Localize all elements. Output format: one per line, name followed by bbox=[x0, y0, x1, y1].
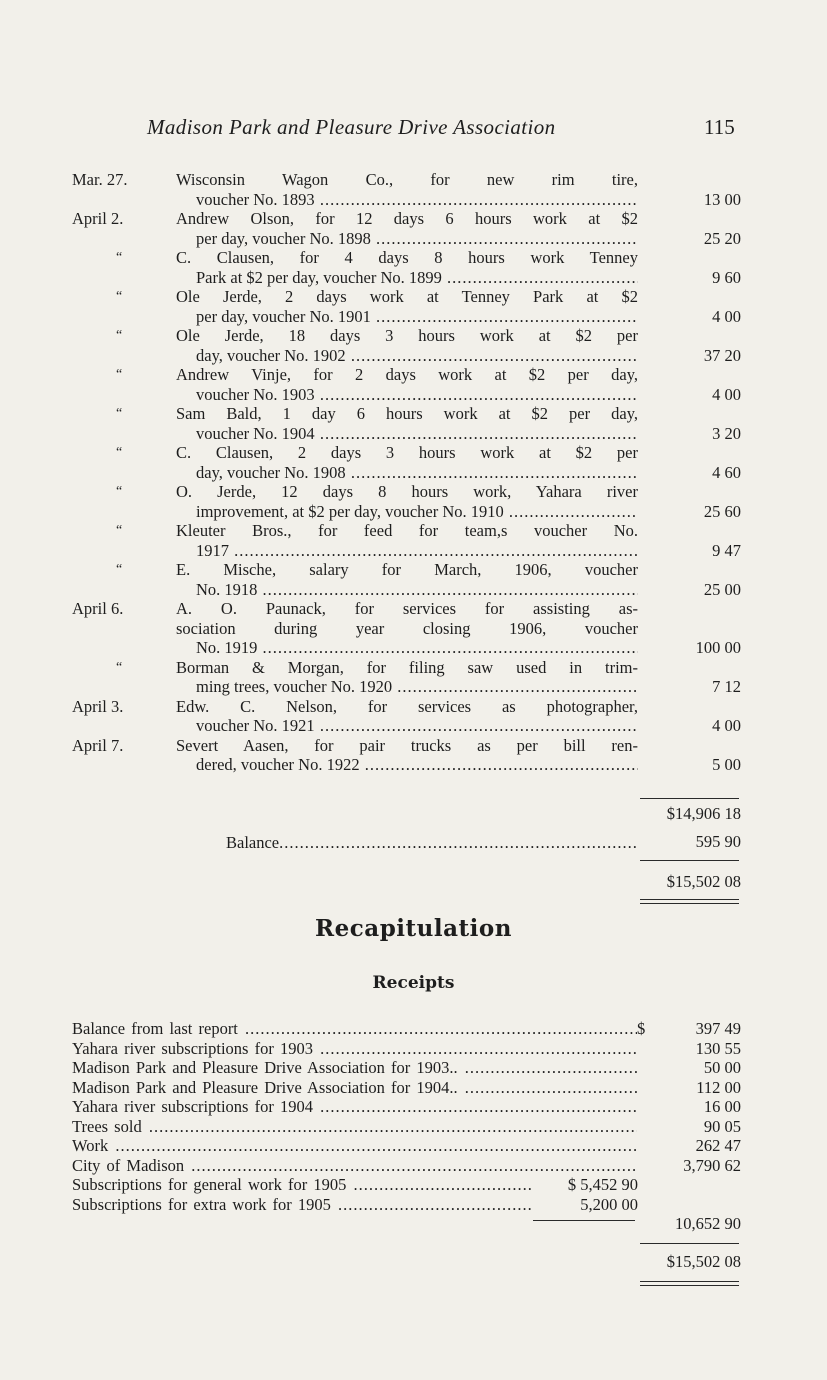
entry-description bbox=[176, 599, 638, 658]
entry-last-line: voucher No. 1904 ..... bbox=[176, 424, 638, 444]
ditto-mark: “ bbox=[116, 659, 123, 675]
receipt-row bbox=[0, 1019, 827, 1039]
entry-amount: 25 00 bbox=[703, 579, 741, 599]
entry-last-line: No. 1919 ..... bbox=[176, 638, 638, 658]
entry-last-line: voucher No. 1903 ..... bbox=[176, 385, 638, 405]
entry-line: O. Jerde, 12 days 8 hours work, Yahara river bbox=[176, 482, 638, 501]
entry-date: April 2. bbox=[72, 209, 124, 228]
entry-amount: 13 00 bbox=[703, 189, 741, 209]
entry-last-line: No. 1918 ..... bbox=[176, 580, 638, 600]
entry-line: Andrew Vinje, for 2 days work at $2 per day, bbox=[176, 365, 638, 384]
ditto-mark: “ bbox=[116, 250, 123, 265]
receipt-amount: 112 00 bbox=[690, 1078, 741, 1098]
entry-last-line: ming trees, voucher No. 1920 ..... bbox=[176, 677, 638, 697]
receipt-row bbox=[0, 1078, 827, 1098]
page-number: 115 bbox=[704, 115, 735, 139]
entry-last-line: dered, voucher No. 1922 ..... bbox=[176, 755, 638, 775]
receipt-amount: 262 47 bbox=[690, 1136, 741, 1156]
ditto-mark: “ bbox=[116, 328, 123, 343]
receipt-label: Madison Park and Pleasure Drive Association for 1903.. ..... bbox=[72, 1058, 637, 1078]
entry-amount: 100 00 bbox=[695, 638, 741, 657]
ledger-entry bbox=[0, 170, 827, 209]
receipt-row bbox=[0, 1136, 827, 1156]
page-header bbox=[0, 115, 827, 145]
entry-description bbox=[176, 326, 638, 365]
entry-amount: 9 60 bbox=[712, 267, 741, 287]
entry-description bbox=[176, 170, 638, 209]
ditto-mark: “ bbox=[116, 562, 123, 577]
receipt-label: Yahara river subscriptions for 1904 ..... bbox=[72, 1097, 637, 1117]
ledger-entry bbox=[0, 287, 827, 326]
entry-last-line: per day, voucher No. 1898 ..... bbox=[176, 229, 638, 249]
entry-description bbox=[176, 560, 638, 599]
ledger-entry bbox=[0, 248, 827, 287]
subscription-label: Subscriptions for general work for 1905 ..... bbox=[72, 1175, 532, 1195]
subscriptions-rule bbox=[533, 1220, 635, 1221]
ledger-entry bbox=[0, 658, 827, 697]
receipt-row bbox=[0, 1156, 827, 1176]
entry-amount: 4 00 bbox=[712, 306, 741, 326]
entry-line: A. O. Paunack, for services for assisting as- bbox=[176, 599, 638, 618]
receipt-label: Balance from last report ..... bbox=[72, 1019, 637, 1039]
entry-date: April 7. bbox=[72, 735, 124, 755]
entry-description bbox=[176, 287, 638, 326]
entry-description bbox=[176, 209, 638, 248]
entry-amount: 37 20 bbox=[703, 345, 741, 365]
entry-line: Andrew Olson, for 12 days 6 hours work at $2 bbox=[176, 209, 638, 228]
entry-line: E. Mische, salary for March, 1906, voucher bbox=[176, 560, 638, 579]
receipt-row bbox=[0, 1058, 827, 1078]
receipts-double-rule-bottom bbox=[640, 1285, 739, 1286]
ditto-mark: “ bbox=[116, 367, 123, 382]
entry-line: Ole Jerde, 2 days work at Tenney Park at $2 bbox=[176, 287, 638, 306]
grand-total-amount: $15,502 08 bbox=[666, 872, 741, 891]
entry-description bbox=[176, 521, 638, 560]
entry-description bbox=[176, 365, 638, 404]
entry-line: C. Clausen, 2 days 3 hours work at $2 per bbox=[176, 443, 638, 462]
ledger-entry bbox=[0, 521, 827, 560]
ledger-entry bbox=[0, 482, 827, 521]
entry-last-line: per day, voucher No. 1901 ..... bbox=[176, 307, 638, 327]
receipt-label: Work ..... bbox=[72, 1136, 637, 1156]
receipt-amount: 50 00 bbox=[698, 1058, 741, 1078]
running-title: Madison Park and Pleasure Drive Association bbox=[147, 115, 556, 139]
subscription-amount: 5,200 00 bbox=[532, 1195, 638, 1215]
entry-last-line: improvement, at $2 per day, voucher No. 1910 ..... bbox=[176, 502, 638, 522]
ledger-entry bbox=[0, 404, 827, 443]
entry-amount: 7 12 bbox=[712, 677, 741, 696]
receipts-double-rule-top bbox=[640, 1281, 739, 1282]
entry-description bbox=[176, 736, 638, 775]
receipt-amount: 90 05 bbox=[698, 1117, 741, 1137]
entry-last-line: day, voucher No. 1902 ..... bbox=[176, 346, 638, 366]
ledger-entry bbox=[0, 736, 827, 775]
entry-amount: 25 20 bbox=[703, 228, 741, 248]
ditto-mark: “ bbox=[116, 406, 123, 421]
entry-description bbox=[176, 658, 638, 697]
entry-line: Kleuter Bros., for feed for team,s voucher No. bbox=[176, 521, 638, 540]
entry-amount: 4 00 bbox=[712, 716, 741, 735]
receipts-total: $15,502 08 bbox=[666, 1252, 741, 1271]
ledger-entry bbox=[0, 209, 827, 248]
entry-last-line: Park at $2 per day, voucher No. 1899 ..... bbox=[176, 268, 638, 288]
entry-last-line: voucher No. 1893 ..... bbox=[176, 190, 638, 210]
receipts-heading: Receipts bbox=[372, 973, 455, 993]
receipt-label: Trees sold ..... bbox=[72, 1117, 637, 1137]
subscription-row bbox=[0, 1195, 827, 1215]
entry-description bbox=[176, 697, 638, 736]
entry-line: sociation during year closing 1906, voucher bbox=[176, 618, 638, 638]
double-rule-top bbox=[640, 899, 739, 900]
ledger-entry bbox=[0, 599, 827, 658]
entry-line: Ole Jerde, 18 days 3 hours work at $2 per bbox=[176, 326, 638, 345]
ditto-mark: “ bbox=[116, 289, 123, 304]
ditto-mark: “ bbox=[116, 445, 123, 460]
receipt-label: Madison Park and Pleasure Drive Association for 1904.. ..... bbox=[72, 1078, 637, 1098]
ledger-entry bbox=[0, 560, 827, 599]
entry-amount: 4 00 bbox=[712, 384, 741, 404]
entry-description bbox=[176, 404, 638, 443]
ditto-mark: “ bbox=[116, 523, 123, 538]
entry-amount: 5 00 bbox=[712, 755, 741, 774]
receipt-amount: 397 49 bbox=[690, 1019, 741, 1039]
ledger-entry bbox=[0, 697, 827, 736]
ditto-mark: “ bbox=[116, 484, 123, 499]
receipt-amount: 16 00 bbox=[698, 1097, 741, 1117]
entry-amount: 25 60 bbox=[703, 501, 741, 521]
entry-line: Sam Bald, 1 day 6 hours work at $2 per day, bbox=[176, 404, 638, 423]
ledger-entry bbox=[0, 443, 827, 482]
dollar-sign: $ bbox=[637, 1019, 646, 1038]
entry-line: C. Clausen, for 4 days 8 hours work Tenney bbox=[176, 248, 638, 267]
receipt-row bbox=[0, 1097, 827, 1117]
entry-last-line: voucher No. 1921 ..... bbox=[176, 716, 638, 736]
ledger-entries bbox=[0, 170, 827, 775]
balance-amount: 595 90 bbox=[695, 832, 741, 851]
entry-line: Borman & Morgan, for filing saw used in trim- bbox=[176, 657, 638, 677]
entry-line: Severt Aasen, for pair trucks as per bill ren- bbox=[176, 735, 638, 755]
receipt-label: Yahara river subscriptions for 1903 ..... bbox=[72, 1039, 637, 1059]
receipt-label: City of Madison ..... bbox=[72, 1156, 637, 1176]
subtotal-amount: $14,906 18 bbox=[666, 804, 741, 823]
entry-date: April 6. bbox=[72, 599, 124, 618]
subscription-amount: $ 5,452 90 bbox=[532, 1175, 638, 1195]
receipts-subtotal: 10,652 90 bbox=[675, 1214, 741, 1233]
receipts-list bbox=[0, 1019, 827, 1214]
entry-description bbox=[176, 443, 638, 482]
balance-label: Balance ..... bbox=[226, 833, 636, 853]
entry-date: Mar. 27. bbox=[72, 170, 128, 189]
receipt-amount: 130 55 bbox=[690, 1039, 741, 1059]
entry-amount: 9 47 bbox=[712, 540, 741, 560]
subscription-row bbox=[0, 1175, 827, 1195]
subtotal-rule bbox=[640, 798, 739, 799]
entry-last-line: day, voucher No. 1908 ..... bbox=[176, 463, 638, 483]
ledger-entry bbox=[0, 365, 827, 404]
receipt-amount: 3,790 62 bbox=[677, 1156, 741, 1176]
entry-date: April 3. bbox=[72, 696, 124, 716]
entry-amount: 3 20 bbox=[712, 423, 741, 443]
entry-line: Wisconsin Wagon Co., for new rim tire, bbox=[176, 170, 638, 189]
balance-rule bbox=[640, 860, 739, 861]
recapitulation-heading: Recapitulation bbox=[315, 915, 512, 942]
entry-description bbox=[176, 248, 638, 287]
ledger-entry bbox=[0, 326, 827, 365]
subscription-label: Subscriptions for extra work for 1905 ..... bbox=[72, 1195, 532, 1215]
entry-amount: 4 60 bbox=[712, 462, 741, 482]
receipt-row bbox=[0, 1117, 827, 1137]
receipt-row bbox=[0, 1039, 827, 1059]
entry-description bbox=[176, 482, 638, 521]
entry-last-line: 1917 ..... bbox=[176, 541, 638, 561]
entry-line: Edw. C. Nelson, for services as photographer, bbox=[176, 696, 638, 716]
double-rule-bottom bbox=[640, 903, 739, 904]
receipts-rule bbox=[640, 1243, 739, 1244]
